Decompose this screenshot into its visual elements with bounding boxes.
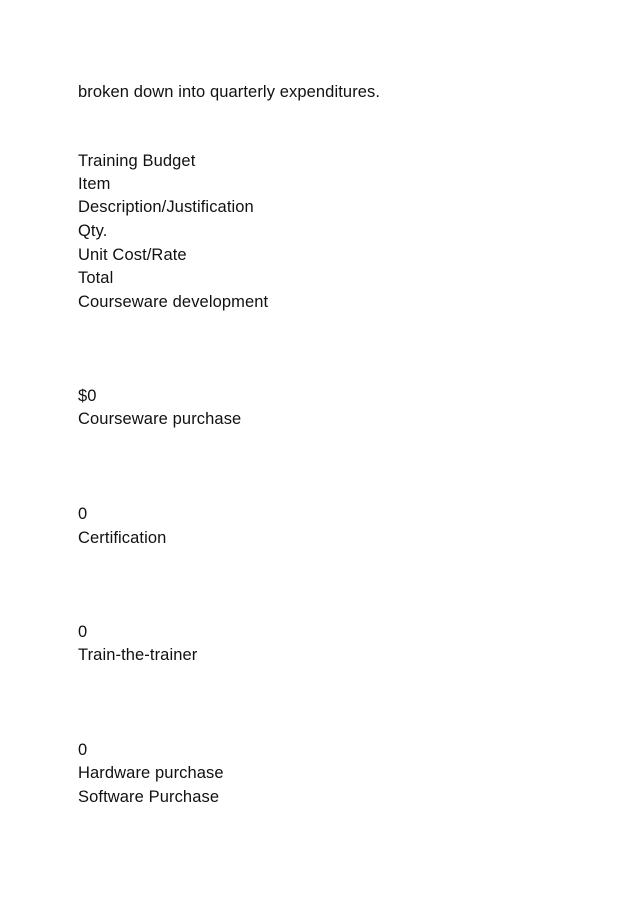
header-unit-cost: Unit Cost/Rate xyxy=(78,246,187,264)
header-item: Item xyxy=(78,175,111,193)
row-item: Software Purchase xyxy=(78,788,220,806)
row-total: $0 xyxy=(78,387,97,405)
row-item: Train-the-trainer xyxy=(78,646,198,664)
row-item: Courseware development xyxy=(78,293,269,311)
row-total: 0 xyxy=(78,623,88,641)
header-qty: Qty. xyxy=(78,222,108,240)
budget-title: Training Budget xyxy=(78,152,196,170)
header-total: Total xyxy=(78,269,114,287)
row-total: 0 xyxy=(78,741,88,759)
row-item: Courseware purchase xyxy=(78,410,242,428)
row-total: 0 xyxy=(78,505,88,523)
row-item: Certification xyxy=(78,529,167,547)
header-description: Description/Justification xyxy=(78,198,254,216)
row-item: Hardware purchase xyxy=(78,764,224,782)
intro-text: broken down into quarterly expenditures. xyxy=(78,83,381,101)
